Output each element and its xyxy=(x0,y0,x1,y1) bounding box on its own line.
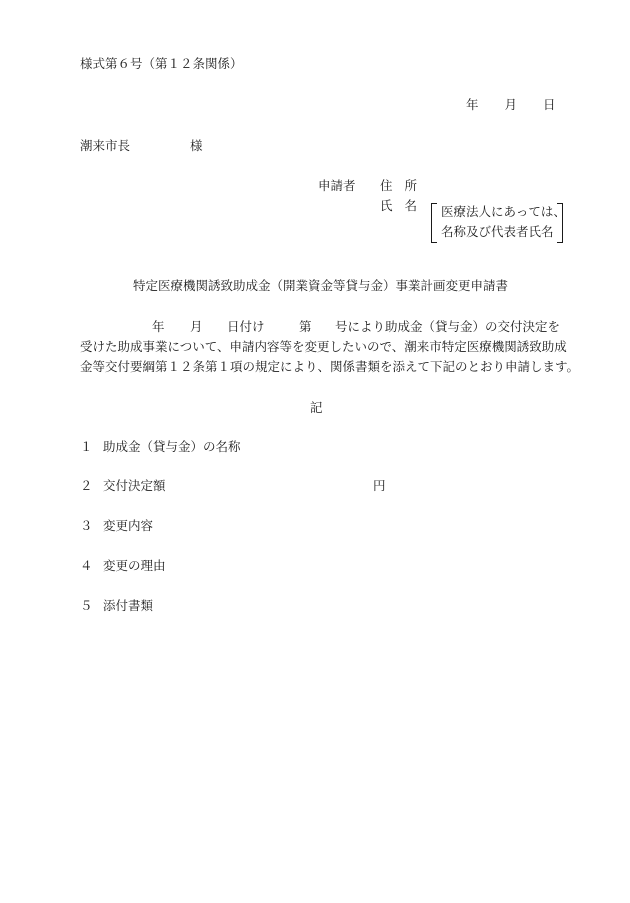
name-label-char1: 氏 xyxy=(380,198,393,213)
corporation-note-line2: 名称及び代表者氏名 xyxy=(441,224,554,239)
item-number: ４ xyxy=(80,558,93,573)
addressee-honorific: 様 xyxy=(190,138,203,153)
bracket-left xyxy=(431,203,437,243)
yen-unit: 円 xyxy=(373,478,386,493)
bracket-right xyxy=(557,203,563,243)
name-label xyxy=(380,198,417,214)
item-number: ２ xyxy=(80,478,93,493)
date-month: 月 xyxy=(504,97,518,112)
list-item xyxy=(80,439,241,455)
addressee-name: 潮来市長 xyxy=(80,138,131,153)
body-line-1 xyxy=(80,319,560,339)
body-line1-rest: 号により助成金（貸与金）の交付決定を xyxy=(335,319,561,334)
list-item xyxy=(80,518,153,534)
date-year: 年 xyxy=(466,97,479,112)
corporation-note-bracket xyxy=(431,203,566,241)
form-number: 様式第６号（第１２条関係） xyxy=(80,56,243,71)
address-label xyxy=(380,178,417,194)
item-label: 変更内容 xyxy=(103,518,154,533)
item-label: 交付決定額 xyxy=(103,478,166,493)
list-item xyxy=(80,478,386,494)
body-month: 月 xyxy=(190,319,203,334)
corporation-note-line1: 医療法人にあっては、 xyxy=(441,204,566,219)
item-label: 助成金（貸与金）の名称 xyxy=(103,439,241,454)
body-dai: 第 xyxy=(299,319,312,334)
list-item xyxy=(80,598,153,614)
date-line xyxy=(466,97,556,113)
ki-heading: 記 xyxy=(310,400,323,415)
item-number: ５ xyxy=(80,598,93,613)
item-number: ３ xyxy=(80,518,93,533)
item-label: 添付書類 xyxy=(103,598,154,613)
list-item xyxy=(80,558,166,574)
body-day: 日付け xyxy=(227,319,265,334)
body-year: 年 xyxy=(152,319,165,334)
body-line-2: 受けた助成事業について、申請内容等を変更したいので、潮来市特定医療機関誘致助成 xyxy=(80,339,567,354)
body-line-3: 金等交付要綱第１２条第１項の規定により、関係書類を添えて下記のとおり申請します。 xyxy=(80,359,580,374)
body-paragraph xyxy=(80,319,580,379)
addressee xyxy=(80,138,203,154)
address-label-char2: 所 xyxy=(404,178,418,193)
date-day: 日 xyxy=(543,97,556,112)
item-label: 変更の理由 xyxy=(103,558,166,573)
applicant-label: 申請者 xyxy=(318,178,356,193)
name-label-char2: 名 xyxy=(404,198,418,213)
document-title: 特定医療機関誘致助成金（開業資金等貸与金）事業計画変更申請書 xyxy=(133,278,509,293)
item-number: １ xyxy=(80,439,93,454)
address-label-char1: 住 xyxy=(380,178,393,193)
